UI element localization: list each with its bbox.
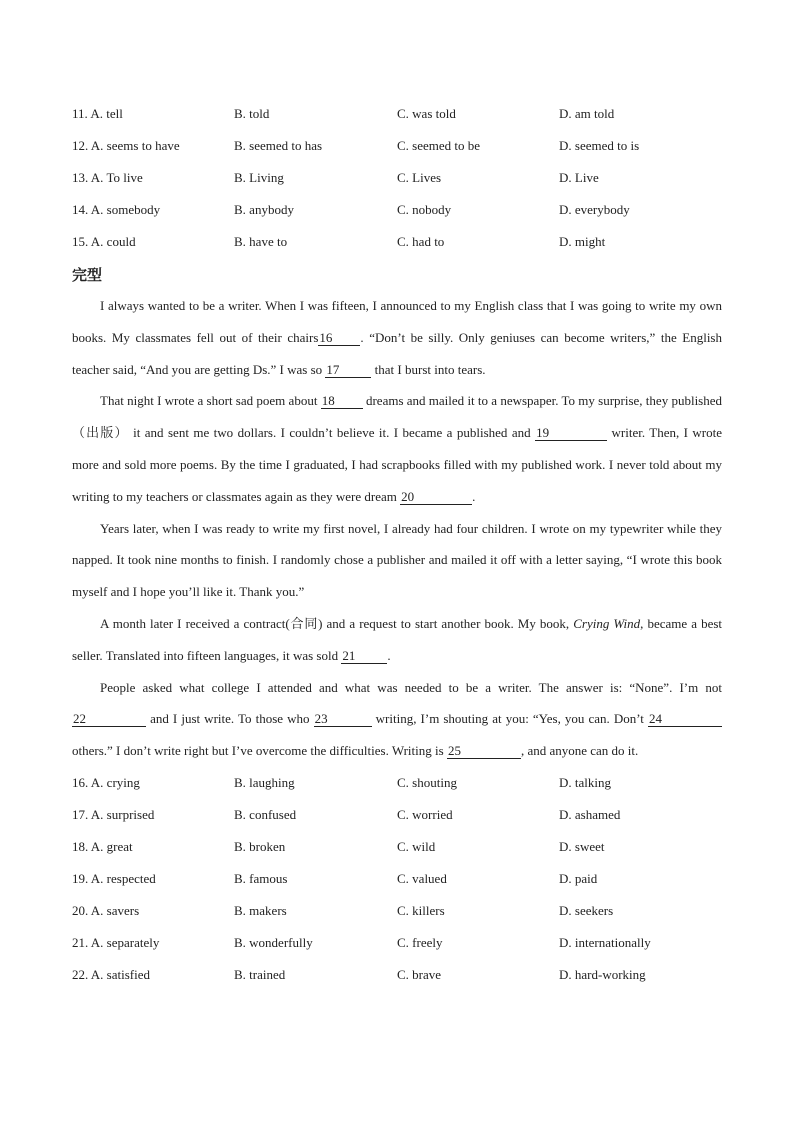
option-c: C. Lives (397, 170, 442, 185)
option-d: D. talking (559, 774, 611, 790)
paragraph-5: People asked what college I attended and what was needed to be a writer. The answer is: “None”. I’m not 22 and I just write. To those who 23 writing, I’m shouting at you: “Yes, you can. Don’t 24 others.” I don’t write right but I’ve overcome the difficulties. Writing is 25 , and anyone can do it. (72, 679, 722, 759)
option-b: B. seemed to has (234, 138, 323, 153)
option-b: B. Living (234, 170, 284, 185)
option-b: B. told (234, 106, 270, 121)
option-b: B. trained (234, 966, 286, 982)
question-row-18 (72, 831, 722, 863)
blank-25: 25 (447, 743, 521, 759)
question-number: 16. (72, 774, 89, 790)
option-c: C. worried (397, 806, 453, 822)
option-a: A. seems to have (90, 138, 180, 153)
option-b: B. anybody (234, 202, 294, 217)
option-b: B. makers (234, 902, 287, 918)
option-b: B. laughing (234, 774, 295, 790)
option-a: A. savers (90, 902, 140, 918)
question-row-17 (72, 799, 722, 831)
question-number: 22. (72, 966, 89, 982)
option-a: A. great (90, 838, 133, 854)
question-row-22 (72, 959, 722, 991)
option-c: C. killers (397, 902, 445, 918)
option-a: A. could (90, 234, 136, 249)
option-c: C. had to (397, 234, 445, 249)
worksheet-page (72, 98, 722, 991)
question-row-16 (72, 767, 722, 799)
blank-22: 22 (72, 711, 146, 727)
paragraph-1: I always wanted to be a writer. When I was fifteen, I announced to my English class that I was going to write my own books. My classmates fell out of their chairs16 . “Don’t be silly. Only geniuses can become writers,” the English teacher said, “And you are getting Ds.” I was so 17 that I burst into tears. (72, 298, 722, 377)
option-d: D. am told (559, 106, 615, 121)
question-number: 19. (72, 870, 89, 886)
question-row-20 (72, 895, 722, 927)
option-d: D. hard-working (559, 966, 646, 982)
blank-18: 18 (321, 393, 363, 409)
question-row-12 (72, 130, 722, 162)
option-d: D. seemed to is (559, 138, 640, 153)
question-number: 14. (72, 202, 89, 217)
option-b: B. have to (234, 234, 288, 249)
option-b: B. confused (234, 806, 297, 822)
book-title: Crying Wind (573, 615, 641, 631)
option-d: D. Live (559, 170, 599, 185)
option-b: B. famous (234, 870, 288, 886)
question-list-16-22 (72, 767, 722, 991)
question-row-13 (72, 162, 722, 194)
option-d: D. might (559, 234, 606, 249)
question-list-11-15 (72, 98, 722, 258)
option-c: C. seemed to be (397, 138, 481, 153)
option-d: D. seekers (559, 902, 614, 918)
paragraph-3: Years later, when I was ready to write my first novel, I already had four children. I wrote on my typewriter while they napped. It took nine months to finish. I randomly chose a publisher and mailed it off with a letter saying, “I wrote this book myself and I hope you’ll like it. Thank you.” (72, 520, 722, 600)
option-a: A. respected (90, 870, 156, 886)
question-row-14 (72, 194, 722, 226)
option-a: A. somebody (90, 202, 161, 217)
option-d: D. sweet (559, 838, 605, 854)
blank-17: 17 (325, 362, 371, 378)
question-row-21 (72, 927, 722, 959)
option-d: D. paid (559, 870, 598, 886)
question-number: 20. (72, 902, 89, 918)
option-d: D. ashamed (559, 806, 621, 822)
question-number: 12. (72, 138, 89, 153)
option-c: C. freely (397, 934, 443, 950)
blank-20: 20 (400, 489, 472, 505)
option-d: D. internationally (559, 934, 651, 950)
option-b: B. wonderfully (234, 934, 313, 950)
question-number: 15. (72, 234, 89, 249)
option-a: A. separately (90, 934, 160, 950)
option-c: C. nobody (397, 202, 452, 217)
option-a: A. To live (90, 170, 143, 185)
option-d: D. everybody (559, 202, 630, 217)
question-number: 21. (72, 934, 89, 950)
option-a: A. crying (90, 774, 140, 790)
blank-23: 23 (314, 711, 372, 727)
blank-16: 16 (318, 330, 360, 346)
blank-21: 21 (341, 648, 387, 664)
option-a: A. surprised (90, 806, 155, 822)
cloze-passage (72, 290, 722, 767)
blank-24: 24 (648, 711, 722, 727)
option-c: C. was told (397, 106, 456, 121)
question-number: 11. (72, 106, 88, 121)
question-row-11 (72, 98, 722, 130)
paragraph-2: That night I wrote a short sad poem about 18 dreams and mailed it to a newspaper. To my surprise, they published（出版） it and sent me two dollars. I couldn’t believe it. I became a published and 19 writer. Then, I wrote more and sold more poems. By the time I graduated, I had scrapbooks filled with my published work. I never told about my writing to my teachers or classmates again as they were dream 20 . (72, 393, 723, 504)
question-row-15 (72, 226, 722, 258)
option-c: C. valued (397, 870, 447, 886)
option-b: B. broken (234, 838, 286, 854)
question-number: 13. (72, 170, 89, 185)
option-c: C. brave (397, 966, 442, 982)
option-a: A. satisfied (90, 966, 151, 982)
option-a: A. tell (90, 106, 123, 121)
question-number: 17. (72, 806, 89, 822)
option-c: C. wild (397, 838, 436, 854)
option-c: C. shouting (397, 774, 457, 790)
section-title: 完型 (72, 266, 103, 284)
blank-19: 19 (535, 425, 607, 441)
question-row-19 (72, 863, 722, 895)
question-number: 18. (72, 838, 89, 854)
paragraph-4: A month later I received a contract(合同) and a request to start another book. My book, Crying Wind, became a best seller. Translated into fifteen languages, it was sold 21 . (72, 615, 723, 663)
